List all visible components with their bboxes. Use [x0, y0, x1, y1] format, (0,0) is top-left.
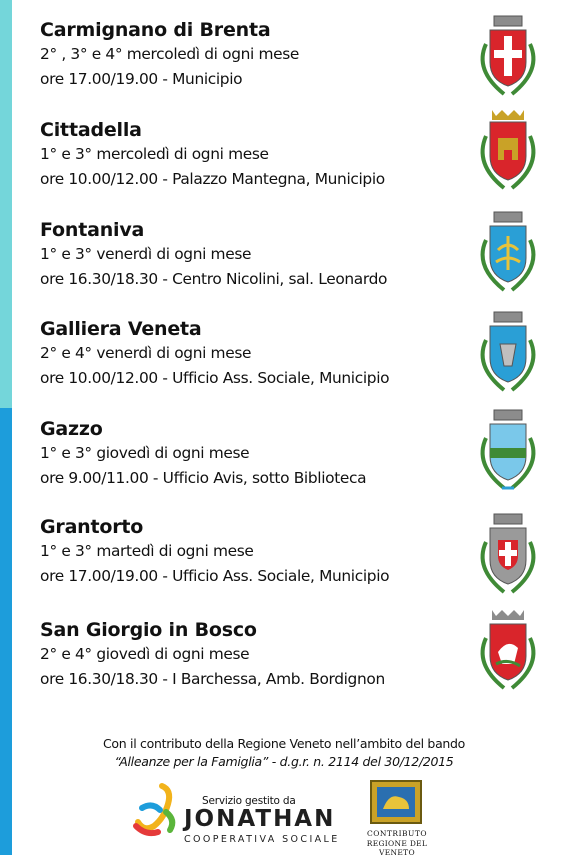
schedule-entry-carmignano [40, 18, 470, 92]
town-name: Gazzo [40, 418, 103, 440]
schedule-days: 1° e 3° mercoledì di ogni mese [40, 145, 269, 163]
regione-contributo: CONTRIBUTO [366, 829, 428, 838]
san-giorgio-crest-icon [468, 608, 548, 696]
schedule-time-place: ore 9.00/11.00 - Ufficio Avis, sotto Biblioteca [40, 469, 367, 487]
schedule-days: 2° , 3° e 4° mercoledì di ogni mese [40, 45, 300, 63]
credit-line-1: Con il contributo della Regione Veneto nell’ambito del bando [102, 736, 466, 751]
galliera-crest-icon [468, 310, 548, 398]
credit-line-2: “Alleanze per la Famiglia” - d.g.r. n. 2114 del 30/12/2015 [114, 754, 454, 769]
schedule-entry-grantorto [40, 515, 470, 589]
schedule-time-place: ore 10.00/12.00 - Palazzo Mantegna, Municipio [40, 170, 385, 188]
schedule-time-place: ore 16.30/18.30 - I Barchessa, Amb. Bordignon [40, 670, 385, 688]
regione-name: REGIONE DEL VENETO [366, 839, 428, 857]
schedule-time-place: ore 17.00/19.00 - Ufficio Ass. Sociale, Municipio [40, 567, 390, 585]
side-bar-light [0, 0, 12, 408]
town-name: Galliera Veneta [40, 318, 202, 340]
funding-credit [0, 735, 568, 771]
schedule-entry-fontaniva [40, 218, 470, 292]
schedule-days: 1° e 3° venerdì di ogni mese [40, 245, 252, 263]
schedule-days: 1° e 3° martedì di ogni mese [40, 542, 254, 560]
schedule-days: 2° e 4° giovedì di ogni mese [40, 645, 250, 663]
side-bar-dark [0, 408, 12, 855]
town-name: Carmignano di Brenta [40, 19, 271, 41]
town-name: San Giorgio in Bosco [40, 619, 257, 641]
schedule-time-place: ore 16.30/18.30 - Centro Nicolini, sal. Leonardo [40, 270, 388, 288]
carmignano-crest-icon [468, 14, 548, 102]
town-name: Fontaniva [40, 219, 145, 241]
schedule-time-place: ore 10.00/12.00 - Ufficio Ass. Sociale, Municipio [40, 369, 390, 387]
schedule-entry-cittadella [40, 118, 470, 192]
town-name: Cittadella [40, 119, 142, 141]
schedule-days: 1° e 3° giovedì di ogni mese [40, 444, 250, 462]
regione-veneto-lion-icon [369, 779, 423, 825]
schedule-entry-gazzo [40, 417, 470, 491]
gazzo-crest-icon [468, 408, 548, 496]
service-label: Servizio gestito da [202, 795, 296, 807]
town-name: Grantorto [40, 516, 144, 538]
schedule-days: 2° e 4° venerdì di ogni mese [40, 344, 252, 362]
jonathan-name: JONATHAN [184, 806, 336, 832]
schedule-time-place: ore 17.00/19.00 - Municipio [40, 70, 243, 88]
schedule-entry-san-giorgio [40, 618, 470, 692]
jonathan-subtitle: COOPERATIVA SOCIALE [184, 834, 340, 845]
cittadella-crest-icon [468, 108, 548, 196]
grantorto-crest-icon [468, 512, 548, 600]
jonathan-logo-icon [132, 782, 182, 838]
fontaniva-crest-icon [468, 210, 548, 298]
schedule-entry-galliera [40, 317, 470, 391]
